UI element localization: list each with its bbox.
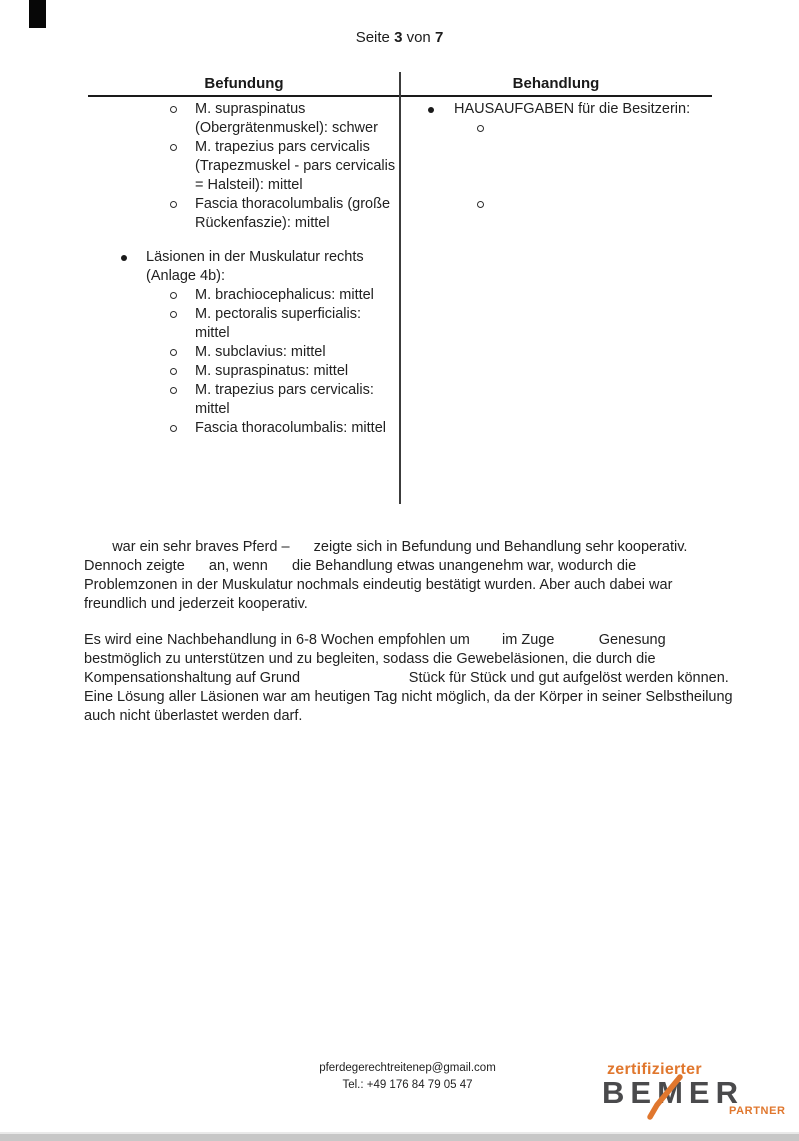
logo-zertifizierter-label: zertifizierter: [607, 1061, 702, 1078]
bullet-dot-icon: [121, 255, 127, 261]
list-item-text: Rückenfaszie): mittel: [195, 215, 330, 231]
list-item-text: HAUSAUFGABEN für die Besitzerin:: [454, 101, 691, 117]
page-number-total: 7: [434, 29, 444, 46]
column-header-behandlung: Behandlung: [512, 75, 600, 92]
circle-bullet-icon: [170, 311, 177, 318]
behandlung-cell: [400, 100, 712, 438]
list-item-text: M. trapezius pars cervicalis:: [195, 382, 374, 398]
circle-bullet-icon: [170, 106, 177, 113]
list-item: [88, 195, 400, 214]
paragraph-line: Kompensationshaltung auf Grund Stück für Stück und gut aufgelöst werden können.: [84, 670, 729, 686]
bullet-dot-icon: [428, 107, 434, 113]
scan-corner-artifact: [29, 0, 46, 28]
list-item: [88, 100, 400, 119]
list-item: [88, 286, 400, 305]
bemer-logo: [600, 1054, 785, 1124]
list-item-text: Fascia thoracolumbalis (große: [195, 196, 391, 212]
list-item-text: mittel: [195, 325, 230, 341]
list-item-continuation: [88, 176, 400, 195]
circle-bullet-icon: [170, 144, 177, 151]
list-item-text: M. trapezius pars cervicalis: [195, 139, 370, 155]
circle-bullet-icon: [170, 201, 177, 208]
list-item-text: M. supraspinatus: [195, 101, 306, 117]
circle-bullet-icon: [477, 201, 484, 208]
list-item-text: Läsionen in der Muskulatur rechts: [146, 249, 364, 265]
page-number: [0, 29, 799, 46]
paragraph-line: Es wird eine Nachbehandlung in 6-8 Wochen empfohlen um im Zuge Genesung: [84, 632, 666, 648]
list-item: [88, 248, 400, 267]
circle-bullet-icon: [170, 425, 177, 432]
footer-email: pferdegerechtreitenep@gmail.com: [319, 1062, 496, 1074]
paragraph-line: auch nicht überlastet werden darf.: [84, 708, 303, 724]
page-number-of-label: von: [402, 29, 435, 46]
scan-bottom-edge-artifact: [0, 1132, 799, 1141]
report-text: [84, 538, 784, 726]
empty-list-item: [400, 195, 712, 214]
list-item-continuation: [88, 214, 400, 233]
circle-bullet-icon: [170, 349, 177, 356]
paragraph-line: Problemzonen in der Muskulatur nochmals eindeutig bestätigt wurden. Aber auch dabei war: [84, 577, 673, 593]
logo-partner-label: PARTNER: [729, 1105, 785, 1117]
list-item-continuation: [88, 119, 400, 138]
befundung-cell: [88, 100, 400, 438]
footer-phone: Tel.: +49 176 84 79 05 47: [342, 1079, 473, 1091]
list-item-text: M. pectoralis superficialis:: [195, 306, 361, 322]
list-item-text: = Halsteil): mittel: [195, 177, 303, 193]
list-item-continuation: [88, 267, 400, 286]
circle-bullet-icon: [170, 292, 177, 299]
page-number-current: 3: [394, 29, 403, 46]
list-item: [88, 362, 400, 381]
list-item-text: (Trapezmuskel - pars cervicalis: [195, 158, 396, 174]
empty-list-item: [400, 119, 712, 138]
paragraph: [84, 538, 784, 614]
list-item: [88, 419, 400, 438]
paragraph-line: war ein sehr braves Pferd – zeigte sich in Befundung und Behandlung sehr kooperativ.: [84, 539, 688, 555]
list-item-text: Fascia thoracolumbalis: mittel: [195, 420, 386, 436]
list-item-text: M. supraspinatus: mittel: [195, 363, 349, 379]
findings-table: [88, 74, 712, 438]
list-item: [88, 138, 400, 157]
list-item-text: M. brachiocephalicus: mittel: [195, 287, 374, 303]
paragraph: [84, 631, 784, 726]
circle-bullet-icon: [170, 368, 177, 375]
column-header-befundung: Befundung: [204, 75, 284, 92]
list-item-text: M. subclavius: mittel: [195, 344, 326, 360]
list-item: [88, 343, 400, 362]
list-item-continuation: [88, 400, 400, 419]
paragraph-line: Dennoch zeigte an, wenn die Behandlung etwas unangenehm war, wodurch die: [84, 558, 637, 574]
paragraph-line: Eine Lösung aller Läsionen war am heutigen Tag nicht möglich, da der Körper in seiner Selbstheilung: [84, 689, 733, 705]
list-item-text: (Obergrätenmuskel): schwer: [195, 120, 378, 136]
list-item: [88, 381, 400, 400]
circle-bullet-icon: [477, 125, 484, 132]
list-item: [400, 100, 712, 119]
circle-bullet-icon: [170, 387, 177, 394]
logo-brand-text: BEMER: [602, 1075, 744, 1110]
list-item-continuation: [88, 157, 400, 176]
page-number-label: Seite: [355, 29, 395, 46]
list-item: [88, 305, 400, 324]
list-item-text: (Anlage 4b):: [146, 268, 225, 284]
paragraph-line: freundlich und jederzeit kooperativ.: [84, 596, 308, 612]
bemer-logo-graphic: [600, 1054, 785, 1124]
paragraph-line: bestmöglich zu unterstützen und zu begleiten, sodass die Gewebeläsionen, die durch die: [84, 651, 656, 667]
list-item-text: mittel: [195, 401, 230, 417]
list-item-continuation: [88, 324, 400, 343]
